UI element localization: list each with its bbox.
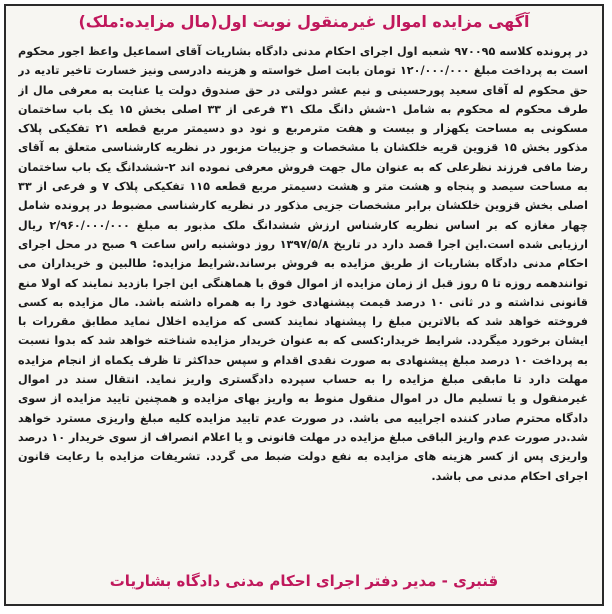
notice-title: آگهی مزایده اموال غیرمنقول نوبت اول(مال مزایده:ملک) [78, 12, 530, 31]
notice-signature: قنبری - مدیر دفتر اجرای احکام مدنی دادگاه بشاریات [109, 572, 499, 590]
notice-frame [4, 4, 604, 606]
notice-body: در پرونده کلاسه ۹۷۰۰۹۵ شعبه اول اجرای احکام مدنی دادگاه بشاریات آقای اسماعیل واعظ اجور محکوم است به پرداخت مبلغ ۱۲۰/۰۰۰/۰۰۰ تومان بابت اصل خواسته و هزینه دادرسی ونیز خسارت تاخیر تادیه در حق محکوم له آقای سعید پورحسینی و نیم عشر دولتی در حق صندوق دولت یا عنایت به معرفی مال از طرف محکوم له محکوم به شامل ۱-شش دانگ ملک ۳۱ فرعی از ۳۳ اصلی بخش ۱۵ یک باب ساختمان مسکونی به مساحت یکهزار و بیست و هفت مترمربع و نود دو دسیمتر مربع قطعه ۲۱ تفکیکی پلاک مذکور بخش ۱۵ قزوین قریه خلکشان با مشخصات و جزییات مزبور در نظریه کارشناسی متعلق به آقای رضا مافی فرزند نظرعلی که به عنوان مال جهت فروش معرفی نموده اند ۲-ششدانگ یک باب ساختمان به مساحت سیصد و پنجاه و هشت متر و هشت دسیمتر مربع قطعه ۱۱۵ تفکیکی پلاک ۷ و فرعی از ۳۳ اصلی بخش قزوین خلکشان برابر مشخصات جزیی مذکور در نظریه کارشناسی مضبوط در پرونده شامل چهار مغازه که بر اساس نظریه کارشناس ارزش ششدانگ ملک مذبور به مبلغ ۲/۹۶۰/۰۰۰/۰۰۰ ریال ارزیابی شده است.این اجرا قصد دارد در تاریخ ۱۳۹۷/۵/۸ روز دوشنبه راس ساعت ۹ صبح در محل اجرای احکام مدنی دادگاه بشاریات از طریق مزایده به فروش برساند.شرایط مزایده: طالبین و خریداران می توانندهمه روزه تا ۵ روز قبل از زمان مزایده از اموال فوق با هماهنگی این اجرا بازدید نمایند که اولا منع قانونی نداشته و در ثانی ۱۰ درصد قیمت پیشنهادی خود را به همراه داشته باشد. مال مزایده به کسی فروخته خواهد شد که بالاترین مبلغ را پیشنهاد نمایند کسی که مزایده اخلال نماید مطابق مقررات با ایشان برخورد میگردد. شرایط خریدار:کسی که به عنوان خریدار مزایده شناخته خواهد شد که بدوا نسبت به پرداخت ۱۰ درصد مبلغ پیشنهادی به صورت نقدی اقدام و سپس حداکثر تا ظرف یکماه از انجام مزایده مهلت دارد تا مابقی مبلغ مزایده را به حساب سپرده دادگستری واریز نماید. انتقال سند در اموال غیرمنقول و یا تسلیم مال در اموال منقول منوط به واریز بهای مزایده و همچنین تایید مزایده از سوی دادگاه محترم صادر کننده اجراییه می باشد. در صورت عدم تایید مزایده کلیه مبلغ واریزی مسترد خواهد شد.در صورت عدم واریز الباقی مبلغ مزایده در مهلت قانونی و یا اعلام انصراف از سوی خریدار ۱۰ درصد واریزی پس از کسر هزینه های مزایده به نفع دولت ضبط می گردد. تشریفات مزایده با رعایت قانون اجرای احکام مدنی می باشد. [18, 45, 588, 483]
